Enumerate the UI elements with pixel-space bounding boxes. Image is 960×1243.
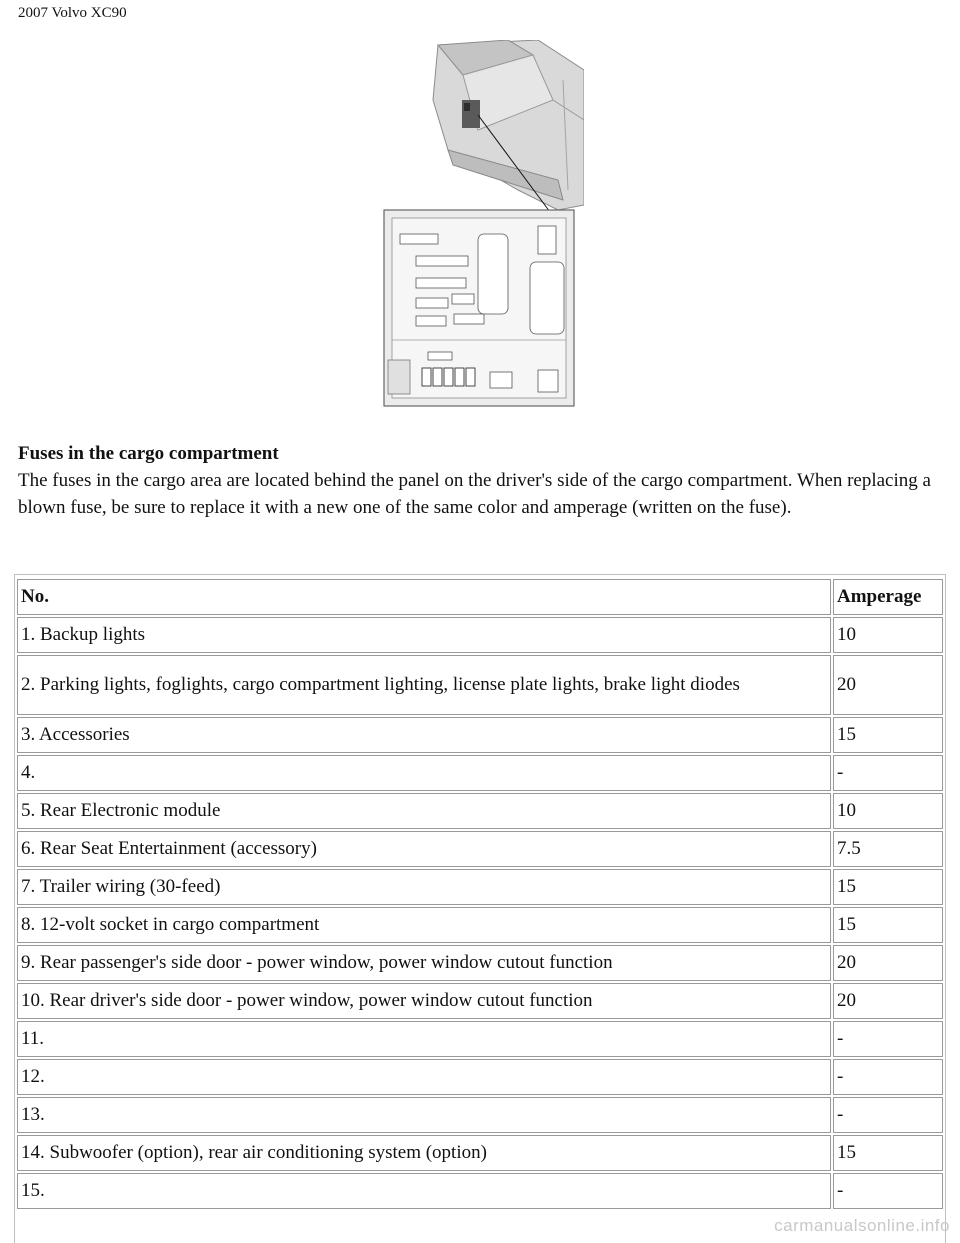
fuse-amperage: 15	[833, 907, 943, 943]
fuse-label: 13.	[17, 1097, 831, 1133]
fuse-label: 7. Trailer wiring (30-feed)	[17, 869, 831, 905]
fuse-amperage: 15	[833, 1135, 943, 1171]
fuse-table-container	[14, 574, 946, 1243]
column-header-no: No.	[17, 579, 831, 615]
caption-body: The fuses in the cargo area are located behind the panel on the driver's side of the cargo compartment. When replacing a blown fuse, be sure to replace it with a new one of the same color and amperage (written on the fuse).	[18, 470, 931, 518]
table-row	[17, 1059, 943, 1095]
fuse-label: 5. Rear Electronic module	[17, 793, 831, 829]
table-row	[17, 907, 943, 943]
table-row	[17, 617, 943, 653]
table-row	[17, 945, 943, 981]
column-header-amperage: Amperage	[833, 579, 943, 615]
table-row	[17, 1173, 943, 1209]
fuse-amperage: 15	[833, 869, 943, 905]
fuse-label: 15.	[17, 1173, 831, 1209]
fuse-label: 2. Parking lights, foglights, cargo compartment lighting, license plate lights, brake light diodes	[17, 655, 831, 715]
fuse-label: 4.	[17, 755, 831, 791]
table-row	[17, 655, 943, 715]
fuse-label: 8. 12-volt socket in cargo compartment	[17, 907, 831, 943]
fuse-table	[15, 577, 945, 1211]
fuse-amperage: -	[833, 1059, 943, 1095]
fuse-amperage: -	[833, 755, 943, 791]
fuse-amperage: 7.5	[833, 831, 943, 867]
table-header-row	[17, 579, 943, 615]
caption	[18, 440, 943, 521]
fuse-box-diagram-icon	[378, 40, 584, 408]
fuse-label: 11.	[17, 1021, 831, 1057]
fuse-amperage: 20	[833, 983, 943, 1019]
fuse-label: 9. Rear passenger's side door - power window, power window cutout function	[17, 945, 831, 981]
fuse-amperage: 20	[833, 655, 943, 715]
table-row	[17, 869, 943, 905]
fuse-amperage: 15	[833, 717, 943, 753]
fuse-amperage: -	[833, 1097, 943, 1133]
table-row	[17, 755, 943, 791]
table-row	[17, 717, 943, 753]
fuse-label: 3. Accessories	[17, 717, 831, 753]
fuse-amperage: 10	[833, 793, 943, 829]
fuse-label: 1. Backup lights	[17, 617, 831, 653]
fuse-amperage: 10	[833, 617, 943, 653]
fuse-label: 10. Rear driver's side door - power window, power window cutout function	[17, 983, 831, 1019]
table-row	[17, 793, 943, 829]
table-row	[17, 1097, 943, 1133]
fuse-label: 12.	[17, 1059, 831, 1095]
table-row	[17, 983, 943, 1019]
fuse-amperage: -	[833, 1173, 943, 1209]
fuse-label: 6. Rear Seat Entertainment (accessory)	[17, 831, 831, 867]
fuse-amperage: -	[833, 1021, 943, 1057]
fuse-label: 14. Subwoofer (option), rear air conditioning system (option)	[17, 1135, 831, 1171]
document-header: 2007 Volvo XC90	[18, 5, 127, 21]
table-row	[17, 831, 943, 867]
fuse-amperage: 20	[833, 945, 943, 981]
table-row	[17, 1021, 943, 1057]
table-row	[17, 1135, 943, 1171]
caption-title: Fuses in the cargo compartment	[18, 443, 279, 464]
watermark: carmanualsonline.info	[774, 1216, 950, 1235]
